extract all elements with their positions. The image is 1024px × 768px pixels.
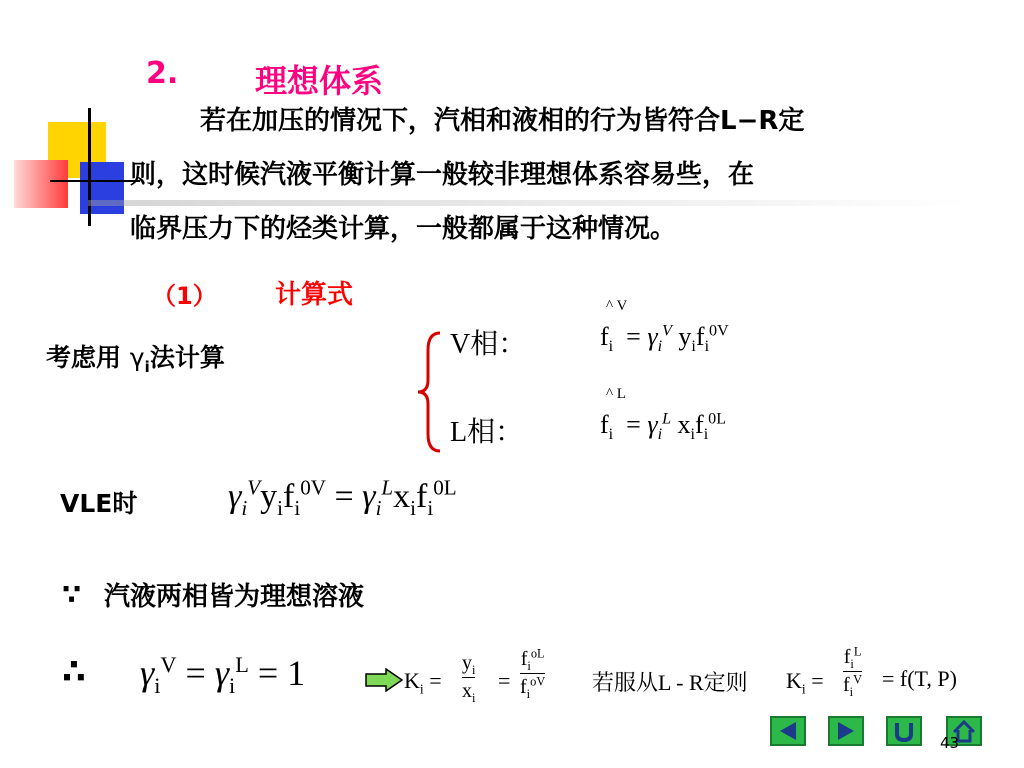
paragraph-line-1: 若在加压的情况下，汽相和液相的行为皆符合L−R定 xyxy=(200,106,805,136)
liquid-fugacity-equation: ^ L $f_i = \gamma_i^L$ $x_if_i^{0L}$ xyxy=(600,386,727,444)
function-of-t-p: = f(T, P) xyxy=(882,666,957,691)
lewis-randall-text: 若服从L - R定则 xyxy=(592,670,748,695)
fugacity-ratio-fraction: $f_i^{oL}$ $f_i^{oV}$ xyxy=(520,646,546,701)
subheading-title: 计算式 xyxy=(275,280,354,310)
equals-sign: = xyxy=(498,668,511,693)
subheading-number: （1） xyxy=(152,282,217,310)
deco-horizontal-line xyxy=(50,180,140,182)
nav-next-button[interactable] xyxy=(828,716,864,746)
vapor-fugacity-equation: ^ V $f_i = \gamma_i^V$ $y_if_i^{0V}$ xyxy=(600,298,729,356)
y-over-x-fraction: $y_i$ $x_i$ xyxy=(462,652,476,705)
method-gamma: γ xyxy=(129,343,145,372)
paragraph-line-2: 则，这时候汽液平衡计算一般较非理想体系容易些，在 xyxy=(130,160,755,190)
nav-previous-button[interactable] xyxy=(770,716,806,746)
vle-label: VLE时 xyxy=(60,489,138,518)
vapor-phase-label: V相： xyxy=(450,329,527,360)
heading-title: 理想体系 xyxy=(255,62,384,100)
fugacity-ratio-fraction-2: $f_i^L$ $f_i^V$ xyxy=(843,644,863,699)
arrow-icon xyxy=(364,668,404,692)
because-symbol: ∵ xyxy=(62,578,82,611)
method-sub: i xyxy=(144,358,150,376)
therefore-symbol: ∴ xyxy=(62,652,86,692)
deco-vertical-line xyxy=(88,108,91,226)
brace-icon xyxy=(414,330,444,454)
deco-red-square xyxy=(14,160,68,208)
activity-coefficient-equation: $\gamma_i^V = \gamma_i^L = 1$ xyxy=(140,652,306,699)
nav-return-button[interactable] xyxy=(886,716,922,746)
vle-equation: $\gamma_i^Vy_if_i^{0V} = \gamma_i^Lx_if_i^{0L}$ xyxy=(228,475,457,520)
paragraph-line-3: 临界压力下的烃类计算，一般都属于这种情况。 xyxy=(130,214,677,244)
k-value-lhs: $K_i$ = xyxy=(404,668,442,697)
liquid-phase-label: L相： xyxy=(450,417,524,448)
k-value-lhs-2: $K_i$ = xyxy=(786,668,824,697)
method-text-2: 法计算 xyxy=(149,343,225,372)
because-text: 汽液两相皆为理想溶液 xyxy=(104,582,365,612)
deco-divider-line xyxy=(88,200,968,206)
method-text: 考虑用 xyxy=(46,343,122,372)
method-label xyxy=(46,338,225,374)
page-number: 43 xyxy=(940,734,960,752)
deco-blue-square xyxy=(80,162,124,214)
heading-number: 2. xyxy=(146,56,179,91)
